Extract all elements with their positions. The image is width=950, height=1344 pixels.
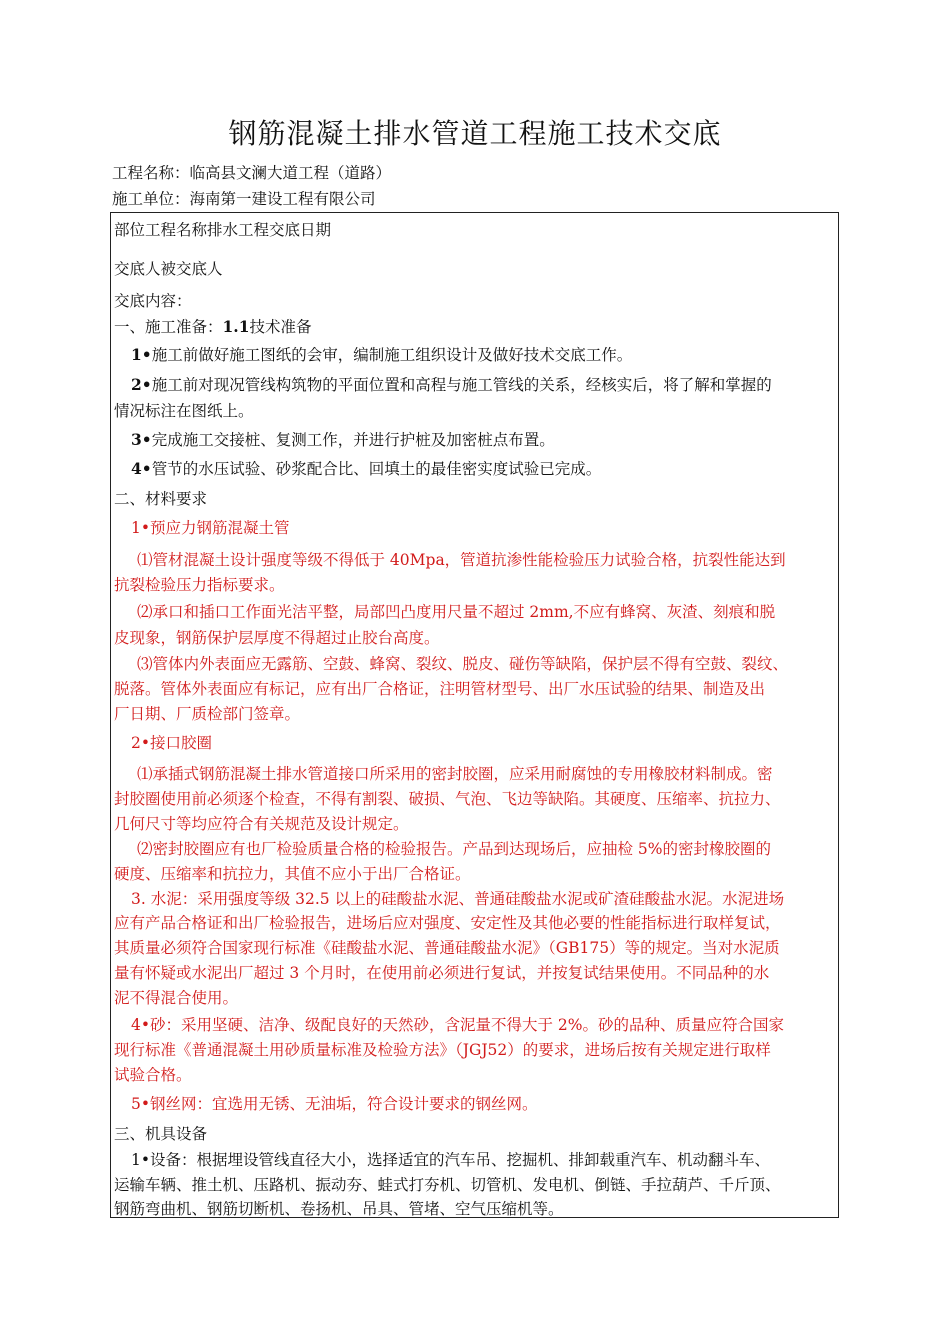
- prep-item-4: 4•管节的水压试验、砂浆配合比、回填土的最佳密实度试验已完成。: [131, 459, 602, 478]
- header-row-2: 交底人被交底人: [114, 260, 223, 278]
- section-1-heading: 一、施工准备：1.1技术准备: [114, 317, 312, 336]
- material-1-2a: ⑵承口和插口工作面光洁平整，局部凹凸度用尺量不超过 2mm,不应有蜂窝、灰渣、刻痕和脱: [137, 603, 776, 621]
- material-2-title: 2•接口胶圈: [131, 734, 213, 752]
- material-4c: 试验合格。: [114, 1066, 192, 1084]
- material-2-1b: 封胶圈使用前必须逐个检查，不得有割裂、破损、气泡、飞边等缺陷。其硬度、压缩率、抗拉力、: [114, 790, 781, 808]
- material-2-1c: 几何尺寸等均应符合有关规范及设计规定。: [114, 815, 409, 833]
- prep-item-2-cont: 情况标注在图纸上。: [114, 402, 254, 420]
- material-1-1a: ⑴管材混凝土设计强度等级不得低于 40Mpa，管道抗渗性能检验压力试验合格，抗裂性能达到: [137, 551, 786, 569]
- project-name: 工程名称：临高县文澜大道工程（道路）: [112, 164, 392, 182]
- prep-item-3: 3•完成施工交接桩、复测工作，并进行护桩及加密桩点布置。: [131, 430, 555, 449]
- material-5: 5•钢丝网：宜选用无锈、无油垢，符合设计要求的钢丝网。: [131, 1095, 538, 1113]
- material-4b: 现行标准《普通混凝土用砂质量标准及检验方法》（JGJ52）的要求，进场后按有关规定进行取样: [114, 1041, 771, 1059]
- prep-item-1: 1•施工前做好施工图纸的会审，编制施工组织设计及做好技术交底工作。: [131, 345, 633, 364]
- document-title: 钢筋混凝土排水管道工程施工技术交底: [228, 117, 722, 150]
- material-1-2b: 皮现象，钢筋保护层厚度不得超过止胶台高度。: [114, 629, 440, 647]
- content-label: 交底内容：: [114, 292, 192, 310]
- material-3a: 3. 水泥：采用强度等级 32.5 以上的硅酸盐水泥、普通硅酸盐水泥或矿渣硅酸盐水泥。水泥进场: [131, 890, 785, 908]
- material-3c: 其质量必须符合国家现行标准《硅酸盐水泥、普通硅酸盐水泥》（GB175）等的规定。当对水泥质: [114, 939, 780, 957]
- material-2-2b: 硬度、压缩率和抗拉力，其值不应小于出厂合格证。: [114, 865, 471, 883]
- disclosure-table: [110, 212, 839, 1218]
- material-1-title: 1•预应力钢筋混凝土管: [131, 519, 290, 537]
- material-1-1b: 抗裂检验压力指标要求。: [114, 576, 285, 594]
- material-2-1a: ⑴承插式钢筋混凝土排水管道接口所采用的密封胶圈，应采用耐腐蚀的专用橡胶材料制成。密: [137, 765, 773, 783]
- material-3b: 应有产品合格证和出厂检验报告，进场后应对强度、安定性及其他必要的性能指标进行取样复试，: [114, 914, 781, 932]
- equipment-1c: 钢筋弯曲机、钢筋切断机、卷扬机、吊具、管堵、空气压缩机等。: [114, 1200, 564, 1218]
- section-2-heading: 二、材料要求: [114, 490, 208, 508]
- material-1-3a: ⑶管体内外表面应无露筋、空鼓、蜂窝、裂纹、脱皮、碰伤等缺陷，保护层不得有空鼓、裂纹、: [137, 655, 789, 673]
- material-1-3b: 脱落。管体外表面应有标记，应有出厂合格证，注明管材型号、出厂水压试验的结果、制造及出: [114, 680, 766, 698]
- equipment-1a: 1•设备：根据埋设管线直径大小，选择适宜的汽车吊、挖掘机、排卸载重汽车、机动翻斗车、: [131, 1151, 771, 1169]
- section-3-heading: 三、机具设备: [114, 1125, 208, 1143]
- material-3e: 泥不得混合使用。: [114, 989, 239, 1007]
- material-3d: 量有怀疑或水泥出厂超过 3 个月时，在使用前必须进行复试，并按复试结果使用。不同品种的水: [114, 964, 770, 982]
- material-2-2a: ⑵密封胶圈应有也厂检验质量合格的检验报告。产品到达现场后，应抽检 5%的密封橡胶圈的: [137, 840, 772, 858]
- equipment-1b: 运输车辆、推土机、压路机、振动夯、蛙式打夯机、切管机、发电机、倒链、手拉葫芦、千斤顶、: [114, 1176, 781, 1194]
- material-4a: 4•砂：采用坚硬、洁净、级配良好的天然砂，含泥量不得大于 2%。砂的品种、质量应符合国家: [131, 1016, 785, 1034]
- construction-unit: 施工单位：海南第一建设工程有限公司: [112, 190, 376, 208]
- header-row-1: 部位工程名称排水工程交底日期: [114, 221, 332, 239]
- prep-item-2: 2•施工前对现况管线构筑物的平面位置和高程与施工管线的关系，经核实后，将了解和掌握的: [131, 375, 772, 394]
- material-1-3c: 厂日期、厂质检部门签章。: [114, 705, 301, 723]
